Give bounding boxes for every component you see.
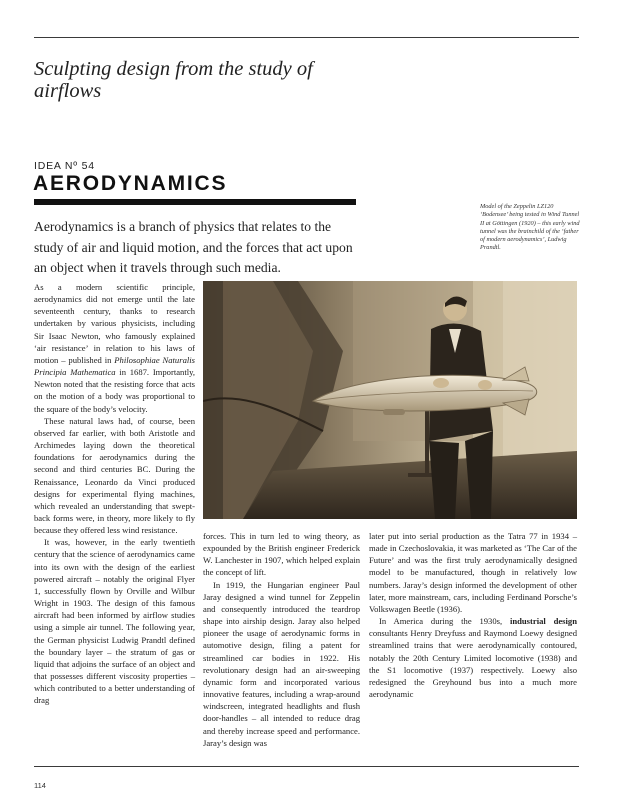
body-column-2 [203,530,360,749]
page-title: AERODYNAMICS [33,172,228,195]
body-column-3 [369,530,577,700]
body-text: As a modern scientific principle, aerodynamics did not emerge until the late seventeenth century, thanks to research undertaken by various physicists, including Sir Isaac Newton, who famously explained ‘air resistance’ in relation to his laws of motion – published in [34,282,195,365]
body-paragraph: These natural laws had, of course, been observed far earlier, with both Aristotle and Archimedes laying down the theoretical foundations for aerodynamics during the second and third centuries BC. During the Renaissance, Leonardo da Vinci produced designs for experimental flying machines, which revealed an understanding that swept-back forms were, in theory, more likely to fly because they offered less wind resistance. [34,415,195,536]
photo-caption: Model of the Zeppelin LZ120 ‘Bodensee’ being tested in Wind Tunnel II at Göttingen (1920) – this early wind tunnel was the brainchild of the ‘father of modern aerodynamics’, Ludwig Prandtl. [480,203,580,252]
title-underline-bar [34,199,356,205]
wind-tunnel-photo [203,281,577,519]
body-paragraph [369,615,577,700]
top-rule [34,37,579,38]
cross-reference-link[interactable]: industrial design [509,616,577,627]
page-tagline: Sculpting design from the study of airflows [34,58,313,102]
body-text: in 1687. Importantly, Newton noted that the resisting force that acts on the motion of a body was proportional to the square of the body’s velocity. [34,367,195,414]
body-paragraph: In 1919, the Hungarian engineer Paul Jaray designed a wind tunnel for Zeppelin and consequently introduced the teardrop shape into airship design. Jaray also helped pioneer the usage of aerodynamic forms in automotive design, filing a patent for streamlined car bodies in 1922. His revolutionary design had an air-sweeping dynamic form and incorporated various innovative features, including a wrap-around windscreen, integrated headlights and flush door-handles – all intended to reduce drag and thereby increase speed and performance. Jaray’s design was [203,579,360,748]
body-paragraph: forces. This in turn led to wing theory, as expounded by the British engineer Frederick W. Lanchester in 1907, which helped explain the concept of lift. [203,531,360,578]
body-column-1 [34,281,195,706]
wind-tunnel-photo-icon [203,281,577,519]
body-paragraph [34,281,195,415]
page-number: 114 [34,781,46,790]
body-text: consultants Henry Dreyfuss and Raymond Loewy designed streamlined trains that were aerodynamically contoured, notably the 20th Century Limited locomotive (1938) and the S1 locomotive (1937) respectively. Loewy also redesigned the Greyhound bus into a much more aerodynamic [369,628,577,700]
body-paragraph: It was, however, in the early twentieth century that the science of aerodynamics came into its own with the design of the earliest powered aircraft – notably the original Flyer 1, successfully flown by Orville and Wilbur Wright in 1903. The design of this famous aircraft had been informed by airflow studies using a simple air tunnel. The following year, the German physicist Ludwig Prandtl defined the boundary layer – the stratum of gas or liquid that adjoins the surface of an object and that possesses different viscosity properties – which contributed to a better understanding of drag [34,537,195,706]
idea-number-label: IDEA Nº 54 [34,160,95,172]
body-paragraph: later put into serial production as the Tatra 77 in 1934 – made in Czechoslovakia, it was marketed as ‘The Car of the Future’ and was the first truly aerodynamically designed model to be manufactured, though in relatively low numbers. Jaray’s design informed the development of other later, more mainstream, cars, including Ferdinand Porsche’s Volkswagen Beetle (1936). [369,531,577,614]
body-text: In America during the 1930s, [379,616,510,627]
book-title: Philosophiae Naturalis Principia Mathematica [34,354,195,378]
bottom-rule [34,766,579,767]
intro-paragraph: Aerodynamics is a branch of physics that relates to the study of air and liquid motion, and the forces that act upon an object when it travels through such media. [34,219,353,275]
